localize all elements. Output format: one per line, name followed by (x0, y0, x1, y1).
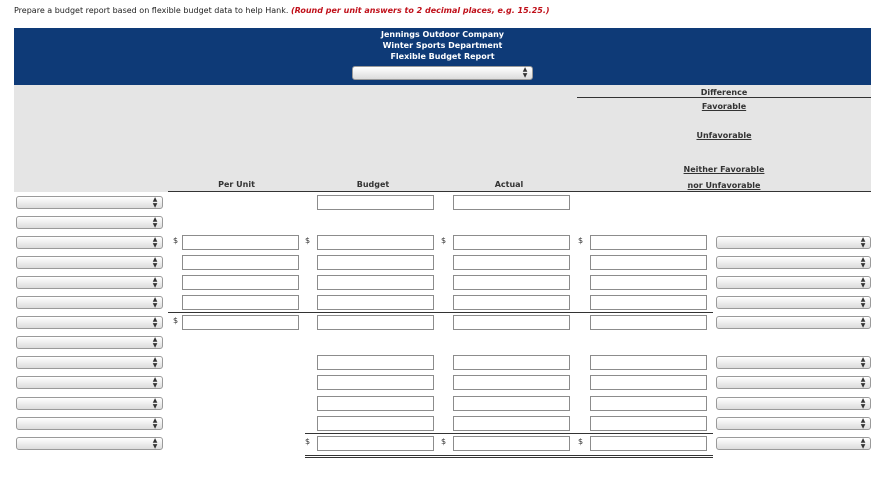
actual-input[interactable] (453, 195, 570, 210)
favorable-status-select[interactable] (716, 256, 871, 269)
budget-input[interactable] (317, 255, 434, 270)
row-label-select[interactable] (16, 376, 163, 389)
dollar-sign: $ (305, 236, 311, 245)
per-unit-input[interactable] (182, 275, 299, 290)
dollar-sign: $ (441, 437, 447, 446)
favorable-status-select[interactable] (716, 296, 871, 309)
per-unit-input[interactable] (182, 315, 299, 330)
dollar-sign: $ (578, 236, 584, 245)
actual-input[interactable] (453, 436, 570, 451)
up-down-arrows-icon: ▲ ▼ (152, 356, 158, 369)
up-down-arrows-icon: ▲ ▼ (860, 276, 866, 289)
actual-input[interactable] (453, 375, 570, 390)
total-rule (305, 433, 713, 434)
dollar-sign: $ (441, 236, 447, 245)
favorable-status-select[interactable] (716, 276, 871, 289)
row-label-select[interactable] (16, 216, 163, 229)
col-actual: Actual (494, 180, 524, 189)
difference-input[interactable] (590, 315, 707, 330)
favorable-status-select[interactable] (716, 376, 871, 389)
department-name: Winter Sports Department (382, 41, 503, 50)
col-neither-line2: nor Unfavorable (687, 181, 761, 190)
up-down-arrows-icon: ▲ ▼ (152, 276, 158, 289)
col-difference: Difference (700, 88, 748, 97)
per-unit-input[interactable] (182, 235, 299, 250)
favorable-status-select[interactable] (716, 397, 871, 410)
difference-input[interactable] (590, 436, 707, 451)
actual-input[interactable] (453, 235, 570, 250)
dollar-sign: $ (578, 437, 584, 446)
col-budget: Budget (356, 180, 390, 189)
budget-input[interactable] (317, 195, 434, 210)
up-down-arrows-icon: ▲ ▼ (152, 256, 158, 269)
up-down-arrows-icon: ▲ ▼ (860, 356, 866, 369)
row-label-select[interactable] (16, 397, 163, 410)
per-unit-total-rule (168, 312, 305, 313)
up-down-arrows-icon: ▲ ▼ (860, 397, 866, 410)
difference-input[interactable] (590, 396, 707, 411)
up-down-arrows-icon: ▲ ▼ (860, 316, 866, 329)
report-title: Flexible Budget Report (390, 52, 495, 61)
difference-input[interactable] (590, 375, 707, 390)
budget-input[interactable] (317, 295, 434, 310)
actual-input[interactable] (453, 295, 570, 310)
difference-bottom-rule (577, 191, 871, 192)
double-underline-top (305, 455, 713, 456)
row-label-select[interactable] (16, 276, 163, 289)
favorable-status-select[interactable] (716, 316, 871, 329)
budget-input[interactable] (317, 315, 434, 330)
actual-input[interactable] (453, 396, 570, 411)
up-down-arrows-icon: ▲ ▼ (152, 316, 158, 329)
favorable-status-select[interactable] (716, 437, 871, 450)
row-label-select[interactable] (16, 316, 163, 329)
report-header (14, 28, 871, 85)
company-name: Jennings Outdoor Company (380, 30, 504, 39)
favorable-status-select[interactable] (716, 356, 871, 369)
up-down-arrows-icon: ▲ ▼ (152, 376, 158, 389)
budget-input[interactable] (317, 375, 434, 390)
up-down-arrows-icon: ▲ ▼ (152, 196, 158, 209)
favorable-status-select[interactable] (716, 236, 871, 249)
instructions-highlight: (Round per unit answers to 2 decimal places, e.g. 15.25.) (290, 6, 550, 15)
col-favorable: Favorable (701, 102, 747, 111)
actual-input[interactable] (453, 255, 570, 270)
up-down-arrows-icon: ▲ ▼ (860, 376, 866, 389)
row-label-select[interactable] (16, 196, 163, 209)
dollar-sign: $ (305, 437, 311, 446)
row-label-select[interactable] (16, 256, 163, 269)
up-down-arrows-icon: ▲ ▼ (152, 236, 158, 249)
col-neither-line1: Neither Favorable (683, 165, 765, 174)
row-label-select[interactable] (16, 296, 163, 309)
up-down-arrows-icon: ▲ ▼ (152, 336, 158, 349)
col-unfavorable: Unfavorable (696, 131, 752, 140)
instructions (14, 6, 550, 15)
double-underline-bottom (305, 457, 713, 458)
dollar-sign: $ (173, 316, 179, 325)
budget-actual-rule (305, 191, 577, 192)
favorable-status-select[interactable] (716, 417, 871, 430)
col-per-unit: Per Unit (218, 180, 255, 189)
difference-rule (577, 97, 871, 98)
up-down-arrows-icon: ▲ ▼ (152, 296, 158, 309)
difference-input[interactable] (590, 275, 707, 290)
budget-input[interactable] (317, 396, 434, 411)
dollar-sign: $ (173, 236, 179, 245)
per-unit-input[interactable] (182, 255, 299, 270)
budget-input[interactable] (317, 275, 434, 290)
up-down-arrows-icon: ▲ ▼ (152, 417, 158, 430)
instructions-text: Prepare a budget report based on flexible budget data to help Hank. (14, 6, 289, 15)
difference-input[interactable] (590, 355, 707, 370)
period-select[interactable] (352, 66, 533, 80)
row-label-select[interactable] (16, 417, 163, 430)
actual-input[interactable] (453, 275, 570, 290)
per-unit-rule (168, 191, 305, 192)
per-unit-input[interactable] (182, 295, 299, 310)
up-down-arrows-icon: ▲ ▼ (152, 397, 158, 410)
up-down-arrows-icon: ▲ ▼ (522, 66, 528, 79)
up-down-arrows-icon: ▲ ▼ (860, 236, 866, 249)
actual-input[interactable] (453, 355, 570, 370)
difference-input[interactable] (590, 235, 707, 250)
up-down-arrows-icon: ▲ ▼ (152, 216, 158, 229)
actual-input[interactable] (453, 315, 570, 330)
row-label-select[interactable] (16, 437, 163, 450)
total-rule (305, 312, 713, 313)
row-label-select[interactable] (16, 336, 163, 349)
up-down-arrows-icon: ▲ ▼ (152, 437, 158, 450)
row-label-select[interactable] (16, 236, 163, 249)
up-down-arrows-icon: ▲ ▼ (860, 417, 866, 430)
budget-input[interactable] (317, 235, 434, 250)
budget-input[interactable] (317, 416, 434, 431)
row-label-select[interactable] (16, 356, 163, 369)
difference-input[interactable] (590, 255, 707, 270)
actual-input[interactable] (453, 416, 570, 431)
budget-input[interactable] (317, 436, 434, 451)
budget-input[interactable] (317, 355, 434, 370)
difference-input[interactable] (590, 416, 707, 431)
difference-input[interactable] (590, 295, 707, 310)
up-down-arrows-icon: ▲ ▼ (860, 256, 866, 269)
up-down-arrows-icon: ▲ ▼ (860, 296, 866, 309)
up-down-arrows-icon: ▲ ▼ (860, 437, 866, 450)
